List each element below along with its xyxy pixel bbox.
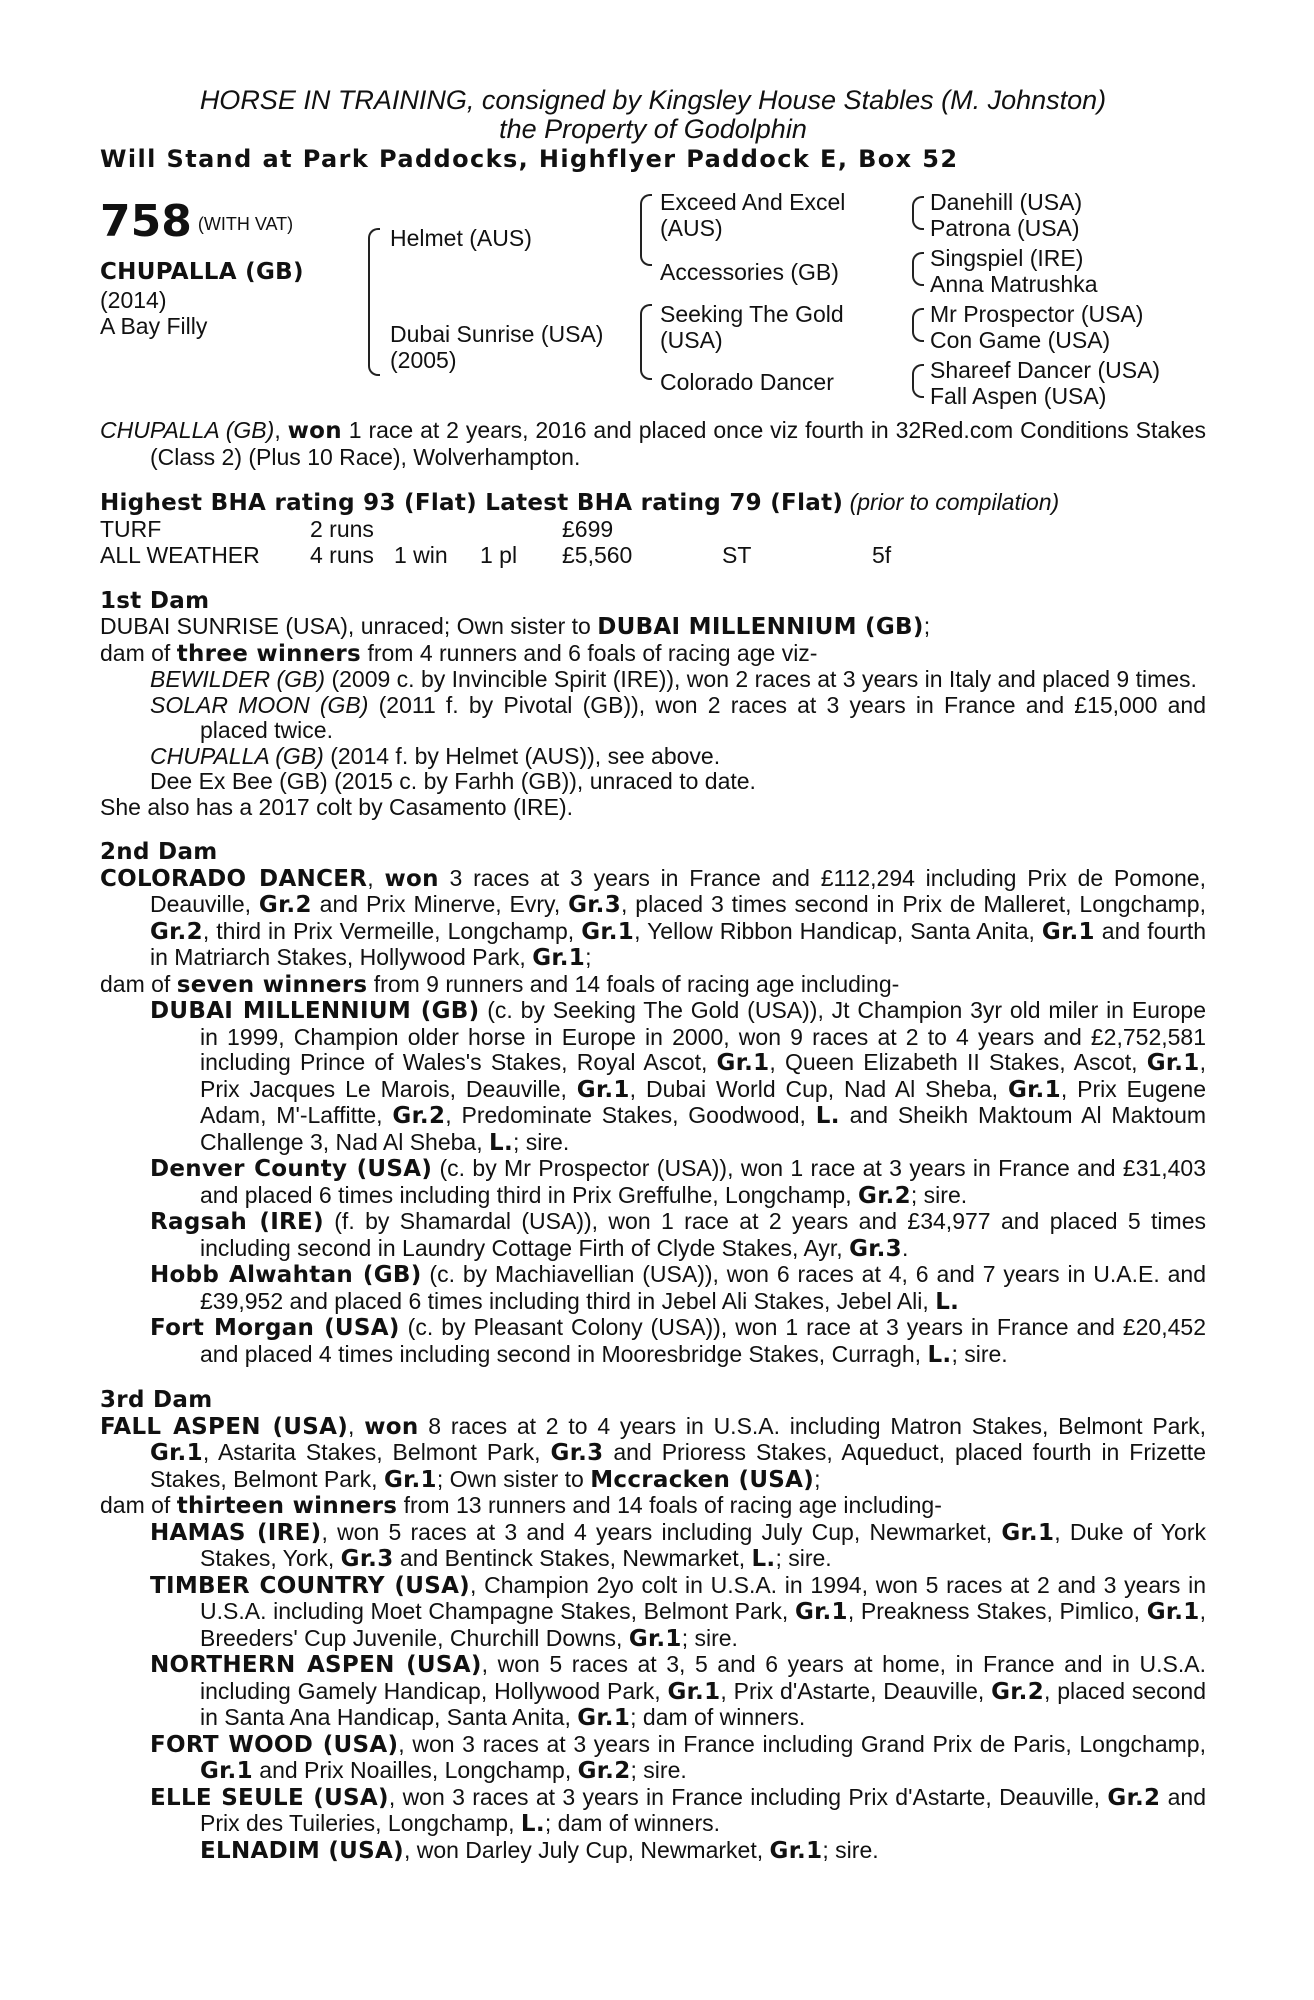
brace-gen1 bbox=[368, 228, 380, 376]
pedigree-sire-sire-country: (AUS) bbox=[660, 215, 723, 241]
stat-surface: TURF bbox=[100, 515, 162, 542]
offspring-entry: TIMBER COUNTRY (USA), Champion 2yo colt in U.S.A. in 1994, won 5 races at 2 and 3 years in U.S.A. including Moet Champagne Stakes, Belmont Park, Gr.1, Preakness Stakes, Pimlico, Gr.1, Breeders' Cup Juvenile, Churchill Downs, Gr.1; sire. bbox=[150, 1571, 1206, 1652]
pedigree-sire: Helmet (AUS) bbox=[390, 225, 532, 251]
first-dam-heading: 1st Dam bbox=[100, 587, 210, 614]
consignment-line: HORSE IN TRAINING, consigned by Kingsley House Stables (M. Johnston) bbox=[199, 85, 1107, 115]
lot-block bbox=[100, 198, 293, 246]
pedigree-sdd: Anna Matrushka bbox=[930, 271, 1098, 297]
brace-gen2-sire bbox=[640, 194, 652, 266]
pedigree-dam-sire-country: (USA) bbox=[660, 327, 723, 353]
offspring-entry: BEWILDER (GB) (2009 c. by Invincible Spirit (IRE)), won 2 races at 3 years in Italy and placed 9 times. bbox=[150, 666, 1197, 692]
first-dam-intro: DUBAI SUNRISE (USA), unraced; Own sister to DUBAI MILLENNIUM (GB); bbox=[100, 613, 931, 640]
horse-name: CHUPALLA (GB) bbox=[100, 259, 304, 285]
catalogue-page bbox=[100, 86, 1206, 1864]
offspring-entry: FORT WOOD (USA), won 3 races at 3 years in France including Grand Prix de Paris, Longchamp, Gr.1 and Prix Noailles, Longchamp, Gr.2; sire. bbox=[150, 1730, 1206, 1784]
offspring-entry: DUBAI MILLENNIUM (GB) (c. by Seeking The Gold (USA)), Jt Champion 3yr old miler in Europe in 1999, Champion older horse in Europe in 2000, won 9 races at 2 to 4 years and £2,752,581 including Prince of Wales's Stakes, Royal Ascot, Gr.1, Queen Elizabeth II Stakes, Ascot, Gr.1, Prix Jacques Le Marois, Deauville, Gr.1, Dubai World Cup, Nad Al Sheba, Gr.1, Prix Eugene Adam, M'-Laffitte, Gr.2, Predominate Stakes, Goodwood, L. and Sheikh Maktoum Al Maktoum Challenge 3, Nad Al Sheba, L.; sire. bbox=[150, 997, 1207, 1156]
second-dam-record: COLORADO DANCER, won 3 races at 3 years in France and £112,294 including Prix de Pomone, Deauville, Gr.2 and Prix Minerve, Evry, Gr.3, placed 3 times second in Prix de Malleret, Longchamp, Gr.2, third in Prix Vermeille, Longchamp, Gr.1, Yellow Ribbon Handicap, Santa Anita, Gr.1 and fourth in Matriarch Stakes, Hollywood Park, Gr.1; bbox=[100, 864, 1207, 971]
pedigree-ddd: Fall Aspen (USA) bbox=[930, 383, 1107, 409]
race-record-table bbox=[100, 517, 1206, 569]
offspring-entry: Denver County (USA) (c. by Mr Prospector (USA)), won 1 race at 3 years in France and £31,403 and placed 6 times including third in Prix Greffulhe, Longchamp, Gr.2; sire. bbox=[150, 1155, 1206, 1209]
pedigree-dsd: Con Game (USA) bbox=[930, 327, 1111, 353]
offspring-entry: Fort Morgan (USA) (c. by Pleasant Colony (USA)), won 1 race at 3 years in France and £20,452 and placed 4 times including second in Mooresbridge Stakes, Curragh, L.; sire. bbox=[150, 1314, 1206, 1368]
offspring-entry: Hobb Alwahtan (GB) (c. by Machiavellian (USA)), won 6 races at 4, 6 and 7 years in U.A.E. and £39,952 and placed 6 times including third in Jebel Ali Stakes, Jebel Ali, L. bbox=[150, 1261, 1206, 1315]
offspring-entry: CHUPALLA (GB) (2014 f. by Helmet (AUS)), see above. bbox=[150, 742, 721, 769]
offspring-entry: SOLAR MOON (GB) (2011 f. by Pivotal (GB)), won 2 races at 3 years in France and £15,000 and placed twice. bbox=[150, 691, 1206, 743]
stat-surface: ALL WEATHER bbox=[100, 541, 260, 568]
pedigree-sire-sire: Exceed And Excel bbox=[660, 189, 846, 215]
first-dam-footer: She also has a 2017 colt by Casamento (IRE). bbox=[100, 793, 574, 820]
offspring-entry: ELNADIM (USA), won Darley July Cup, Newmarket, Gr.1; sire. bbox=[200, 1836, 879, 1864]
stat-wins: 1 win bbox=[394, 541, 448, 568]
offspring-entry: HAMAS (IRE), won 5 races at 3 and 4 years including July Cup, Newmarket, Gr.1, Duke of York Stakes, York, Gr.3 and Bentinck Stakes, Newmarket, L.; sire. bbox=[150, 1518, 1206, 1572]
stat-placed: 1 pl bbox=[480, 541, 518, 568]
pedigree-dam-year: (2005) bbox=[390, 347, 457, 373]
horse-year: (2014) bbox=[100, 287, 167, 313]
brace-gen3-4 bbox=[912, 364, 924, 398]
race-summary: CHUPALLA (GB), won 1 race at 2 years, 2016 and placed once viz fourth in 32Red.com Conditions Stakes (Class 2) (Plus 10 Race), Wolverhampton. bbox=[100, 417, 1206, 470]
rating-line: Highest BHA rating 93 (Flat) Latest BHA rating 79 (Flat) (prior to compilation) bbox=[100, 489, 1060, 516]
stat-distance: 5f bbox=[872, 541, 892, 568]
stat-runs: 4 runs bbox=[310, 541, 374, 568]
property-line: the Property of Godolphin bbox=[499, 114, 807, 144]
third-dam-heading: 3rd Dam bbox=[100, 1387, 213, 1413]
stat-prize: £699 bbox=[562, 515, 614, 542]
stat-going: ST bbox=[722, 541, 752, 568]
horse-description: A Bay Filly bbox=[100, 313, 208, 339]
brace-gen2-dam bbox=[640, 304, 652, 380]
first-dam-produce: dam of three winners from 4 runners and 6 foals of racing age viz- bbox=[100, 639, 818, 667]
pedigree-sss: Danehill (USA) bbox=[930, 189, 1083, 215]
pedigree-dam-dam: Colorado Dancer bbox=[660, 369, 834, 395]
pedigree-sds: Singspiel (IRE) bbox=[930, 245, 1084, 271]
stand-location: Will Stand at Park Paddocks, Highflyer Paddock E, Box 52 bbox=[100, 145, 959, 173]
offspring-entry: ELLE SEULE (USA), won 3 races at 3 years in France including Prix d'Astarte, Deauville, Gr.2 and Prix des Tuileries, Longchamp, L.; dam of winners. bbox=[150, 1783, 1207, 1837]
pedigree-dam: Dubai Sunrise (USA) bbox=[390, 321, 604, 347]
stat-prize: £5,560 bbox=[562, 541, 633, 568]
third-dam-record: FALL ASPEN (USA), won 8 races at 2 to 4 years in U.S.A. including Matron Stakes, Belmont Park, Gr.1, Astarita Stakes, Belmont Park, Gr.3 and Prioress Stakes, Aqueduct, placed fourth in Frizette Stakes, Belmont Park, Gr.1; Own sister to Mccracken (USA); bbox=[100, 1412, 1207, 1493]
lot-number: 758 bbox=[100, 196, 192, 247]
pedigree-ssd: Patrona (USA) bbox=[930, 215, 1080, 241]
second-dam-produce: dam of seven winners from 9 runners and 14 foals of racing age including- bbox=[100, 970, 900, 998]
pedigree-dss: Mr Prospector (USA) bbox=[930, 301, 1144, 327]
offspring-entry: Dee Ex Bee (GB) (2015 c. by Farhh (GB)), unraced to date. bbox=[150, 768, 756, 794]
brace-gen3-1 bbox=[912, 196, 924, 230]
brace-gen3-2 bbox=[912, 252, 924, 286]
offspring-entry: NORTHERN ASPEN (USA), won 5 races at 3, 5 and 6 years at home, in France and in U.S.A. including Gamely Handicap, Hollywood Park, Gr.1, Prix d'Astarte, Deauville, Gr.2, placed second in Santa Ana Handicap, Santa Anita, Gr.1; dam of winners. bbox=[150, 1651, 1206, 1731]
vat-note: (WITH VAT) bbox=[197, 214, 294, 234]
offspring-entry: Ragsah (IRE) (f. by Shamardal (USA)), won 1 race at 2 years and £34,977 and placed 5 times including second in Laundry Cottage Firth of Clyde Stakes, Ayr, Gr.3. bbox=[150, 1208, 1206, 1262]
third-dam-produce: dam of thirteen winners from 13 runners and 14 foals of racing age including- bbox=[100, 1492, 942, 1519]
second-dam-heading: 2nd Dam bbox=[100, 839, 218, 865]
stat-runs: 2 runs bbox=[310, 515, 374, 542]
pedigree-header bbox=[100, 190, 1206, 418]
pedigree-dds: Shareef Dancer (USA) bbox=[930, 357, 1161, 383]
pedigree-dam-sire: Seeking The Gold bbox=[660, 301, 844, 327]
pedigree-sire-dam: Accessories (GB) bbox=[660, 259, 839, 285]
brace-gen3-3 bbox=[912, 308, 924, 342]
